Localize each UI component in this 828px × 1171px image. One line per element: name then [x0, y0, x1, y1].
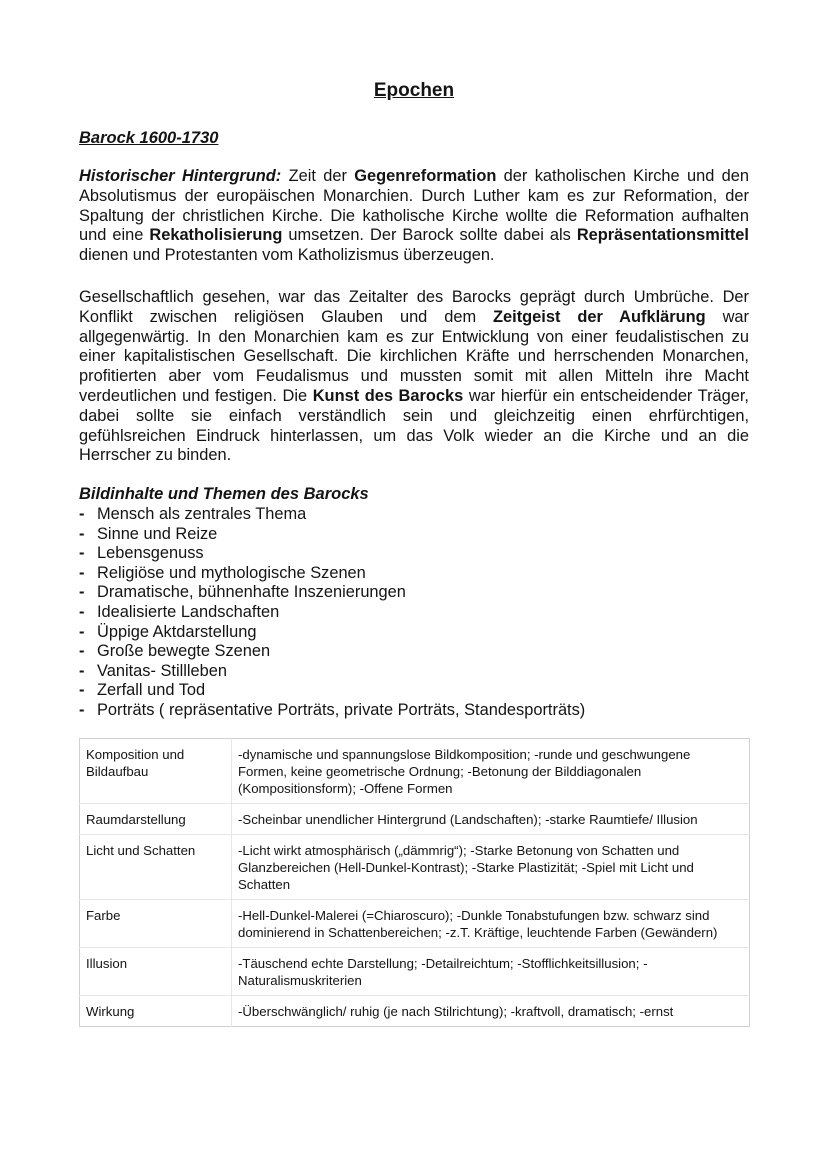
table-key-cell: Farbe [80, 900, 232, 948]
list-item-label: Zerfall und Tod [97, 681, 206, 700]
dash-bullet: - [79, 622, 85, 641]
table-row [80, 948, 750, 996]
table-row [80, 900, 750, 948]
list-item-label: Dramatische, bühnenhafte Inszenierungen [97, 583, 406, 602]
dash-bullet: - [79, 583, 85, 602]
list-item-label: Lebensgenuss [97, 544, 204, 563]
list-item-label: Porträts ( repräsentative Porträts, private Porträts, Standesporträts) [97, 700, 586, 719]
characteristics-table [79, 738, 750, 1027]
bold-term: Kunst des Barocks [312, 386, 464, 405]
page-title: Epochen [373, 80, 455, 101]
bold-term: Gegenreformation [354, 167, 497, 185]
dash-bullet: - [79, 681, 85, 700]
table-value-cell: -Überschwänglich/ ruhig (je nach Stilrichtung); -kraftvoll, dramatisch; -ernst [238, 1004, 674, 1019]
text-run: dienen und Protestanten vom Katholizismus überzeugen. [79, 246, 495, 265]
text-run: der katholischen Kirche und den Absolutismus der europäischen Monarchien. Durch Luther kam es zur Reformation, der Spaltung der christlichen Kirche. Die katholische Kirche wollte die Reformation aufhalten und eine [79, 167, 749, 245]
list-item-label: Mensch als zentrales Thema [97, 505, 307, 523]
list-item [79, 681, 585, 701]
bold-term: Repräsentationsmittel [576, 226, 749, 245]
dash-bullet: - [79, 563, 85, 582]
table-row [80, 739, 750, 804]
list-item-label: Sinne und Reize [97, 524, 218, 543]
table-value-cell: -dynamische und spannungslose Bildkomposition; -runde und geschwungene Formen, keine geometrische Ordnung; -Betonung der Bilddiagonalen (Kompositionsform); -Offene Formen [232, 739, 750, 804]
table-key-cell: Licht und Schatten [80, 835, 232, 900]
table-value-cell: -Hell-Dunkel-Malerei (=Chiaroscuro); -Dunkle Tonabstufungen bzw. schwarz sind dominierend in Schattenbereichen; -z.T. Kräftige, leuchtende Farben (Gewändern) [232, 900, 750, 948]
table-value-cell: -Scheinbar unendlicher Hintergrund (Landschaften); -starke Raumtiefe/ Illusion [232, 804, 750, 835]
dash-bullet: - [79, 602, 85, 621]
table-key-cell: Illusion [80, 948, 232, 996]
table-value-cell: -Licht wirkt atmosphärisch („dämmrig“); -Starke Betonung von Schatten und Glanzbereichen (Hell-Dunkel-Kontrast); -Starke Plastizität; -Spiel mit Licht und Schatten [232, 835, 750, 900]
list-item [79, 603, 585, 623]
list-item [79, 505, 585, 525]
table-row [80, 996, 750, 1027]
list-item-label: Idealisierte Landschaften [97, 602, 280, 621]
dash-bullet: - [79, 524, 85, 543]
text-run: war hierfür ein entscheidender Träger, dabei sollte sie einfach verständlich sein und gleichzeitig einen ehrfürchtigen, gefühlsreichen Eindruck hinterlassen, um das Volk wieder an die Kirche und an die Herrscher zu binden. [79, 386, 749, 465]
list-item [79, 623, 585, 643]
table-value-cell: -Täuschend echte Darstellung; -Detailreichtum; -Stofflichkeitsillusion; -Naturalismuskriterien [232, 948, 750, 996]
table-row [80, 804, 750, 835]
list-item [79, 701, 585, 721]
list-item [79, 583, 585, 603]
lead-label: Historischer Hintergrund: [79, 167, 282, 185]
list-item-label: Religiöse und mythologische Szenen [97, 563, 366, 582]
dash-bullet: - [79, 642, 85, 661]
text-run: umsetzen. Der Barock sollte dabei als [282, 226, 577, 245]
table-key-cell: Komposition und Bildaufbau [80, 739, 232, 804]
dash-bullet: - [79, 505, 85, 523]
dash-bullet: - [79, 661, 85, 680]
text-run: Gesellschaftlich gesehen, war das Zeitalter des Barocks geprägt durch Umbrüche. Der Konflikt zwischen religiösen Glauben und dem [79, 288, 749, 326]
dash-bullet: - [79, 544, 85, 563]
bold-term: Rekatholisierung [149, 226, 283, 245]
paragraph-historical-background [79, 167, 749, 266]
bold-term: Zeitgeist der Aufklärung [493, 307, 706, 326]
table-row [80, 835, 750, 900]
text-run: Zeit der [281, 167, 355, 185]
themes-heading: Bildinhalte und Themen des Barocks [79, 485, 369, 503]
paragraph-society [79, 288, 749, 466]
list-item [79, 525, 585, 545]
list-item-label: Üppige Aktdarstellung [97, 622, 257, 641]
list-item [79, 564, 585, 584]
list-item-label: Vanitas- Stillleben [97, 661, 227, 680]
text-run: war allgegenwärtig. In den Monarchien kam es zur Entwicklung von einer feudalistischen zu einer kapitalistischen Gesellschaft. Die kirchlichen Kräfte und herrschenden Monarchen, profitierten aber vom Feudalismus und mussten somit mit allen Mitteln ihre Macht verdeutlichen und festigen. Die [79, 307, 749, 405]
themes-list [79, 505, 585, 721]
list-item [79, 662, 585, 682]
table-key-cell: Wirkung [80, 996, 232, 1027]
section-title: Barock 1600-1730 [79, 129, 219, 147]
list-item [79, 544, 585, 564]
dash-bullet: - [79, 700, 85, 719]
list-item-label: Große bewegte Szenen [97, 642, 271, 661]
table-key-cell: Raumdarstellung [80, 804, 232, 835]
list-item [79, 642, 585, 662]
